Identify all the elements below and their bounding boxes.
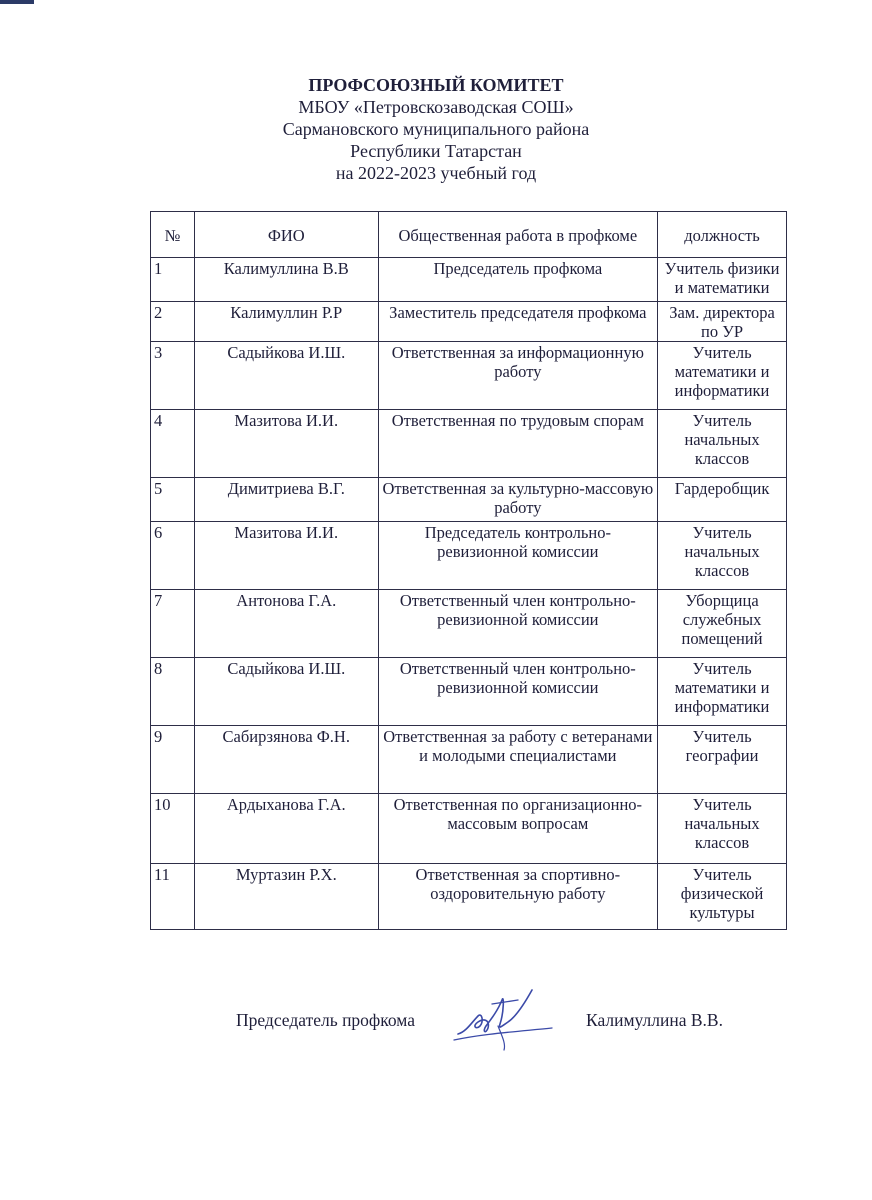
header-line-district: Сармановского муниципального района — [282, 119, 590, 139]
column-header-position: должность — [658, 212, 787, 258]
table-row — [151, 522, 787, 590]
cell-number: 11 — [151, 864, 195, 930]
cell-role: Председатель контрольно-ревизионной комиссии — [378, 522, 657, 590]
table-row — [151, 864, 787, 930]
cell-number: 10 — [151, 794, 195, 864]
cell-number: 4 — [151, 410, 195, 478]
cell-name: Калимуллина В.В — [194, 258, 378, 302]
table-row — [151, 258, 787, 302]
cell-name: Садыйкова И.Ш. — [194, 342, 378, 410]
cell-name: Мазитова И.И. — [194, 522, 378, 590]
column-header-name: ФИО — [194, 212, 378, 258]
cell-role: Председатель профкома — [378, 258, 657, 302]
cell-position: Учитель начальных классов — [658, 522, 787, 590]
cell-name: Муртазин Р.Х. — [194, 864, 378, 930]
cell-name: Ардыханова Г.А. — [194, 794, 378, 864]
chairman-name: Калимуллина В.В. — [586, 1010, 723, 1030]
cell-number: 5 — [151, 478, 195, 522]
table-row — [151, 302, 787, 342]
cell-name: Антонова Г.А. — [194, 590, 378, 658]
table-row — [151, 410, 787, 478]
column-header-number: № — [151, 212, 195, 258]
cell-number: 2 — [151, 302, 195, 342]
table-row — [151, 478, 787, 522]
cell-number: 1 — [151, 258, 195, 302]
header-line-republic: Республики Татарстан — [350, 141, 522, 161]
cell-number: 9 — [151, 726, 195, 794]
header-line-year: на 2022-2023 учебный год — [335, 163, 537, 183]
column-header-role: Общественная работа в профкоме — [378, 212, 657, 258]
table-header-row — [151, 212, 787, 258]
cell-position: Учитель начальных классов — [658, 794, 787, 864]
cell-position: Учитель географии — [658, 726, 787, 794]
document-header — [0, 74, 872, 184]
cell-position: Зам. директора по УР — [658, 302, 787, 342]
table-row — [151, 726, 787, 794]
cell-role: Ответственный член контрольно-ревизионной комиссии — [378, 658, 657, 726]
cell-role: Ответственный член контрольно-ревизионной комиссии — [378, 590, 657, 658]
cell-position: Гардеробщик — [658, 478, 787, 522]
cell-position: Учитель физической культуры — [658, 864, 787, 930]
cell-role: Ответственная по организационно-массовым вопросам — [378, 794, 657, 864]
table-row — [151, 658, 787, 726]
cell-number: 3 — [151, 342, 195, 410]
cell-position: Учитель математики и информатики — [658, 658, 787, 726]
cell-role: Ответственная за информационную работу — [378, 342, 657, 410]
cell-position: Учитель физики и математики — [658, 258, 787, 302]
cell-role: Ответственная за работу с ветеранами и молодыми специалистами — [378, 726, 657, 794]
cell-position: Учитель математики и информатики — [658, 342, 787, 410]
committee-table — [150, 211, 787, 930]
cell-number: 6 — [151, 522, 195, 590]
document-title: ПРОФСОЮЗНЫЙ КОМИТЕТ — [308, 75, 564, 95]
cell-name: Димитриева В.Г. — [194, 478, 378, 522]
cell-name: Калимуллин Р.Р — [194, 302, 378, 342]
cell-number: 8 — [151, 658, 195, 726]
cell-name: Садыйкова И.Ш. — [194, 658, 378, 726]
signature-icon — [452, 982, 562, 1052]
cell-name: Мазитова И.И. — [194, 410, 378, 478]
header-line-school: МБОУ «Петровскозаводская СОШ» — [298, 97, 574, 117]
table-row — [151, 342, 787, 410]
cell-role: Ответственная за спортивно-оздоровительную работу — [378, 864, 657, 930]
cell-role: Ответственная по трудовым спорам — [378, 410, 657, 478]
chairman-label: Председатель профкома — [236, 1010, 416, 1030]
cell-number: 7 — [151, 590, 195, 658]
cell-position: Учитель начальных классов — [658, 410, 787, 478]
cell-role: Ответственная за культурно-массовую работу — [378, 478, 657, 522]
table-row — [151, 590, 787, 658]
cell-name: Сабирзянова Ф.Н. — [194, 726, 378, 794]
cell-role: Заместитель председателя профкома — [378, 302, 657, 342]
table-row — [151, 794, 787, 864]
scan-corner-mark — [0, 0, 34, 4]
cell-position: Уборщица служебных помещений — [658, 590, 787, 658]
